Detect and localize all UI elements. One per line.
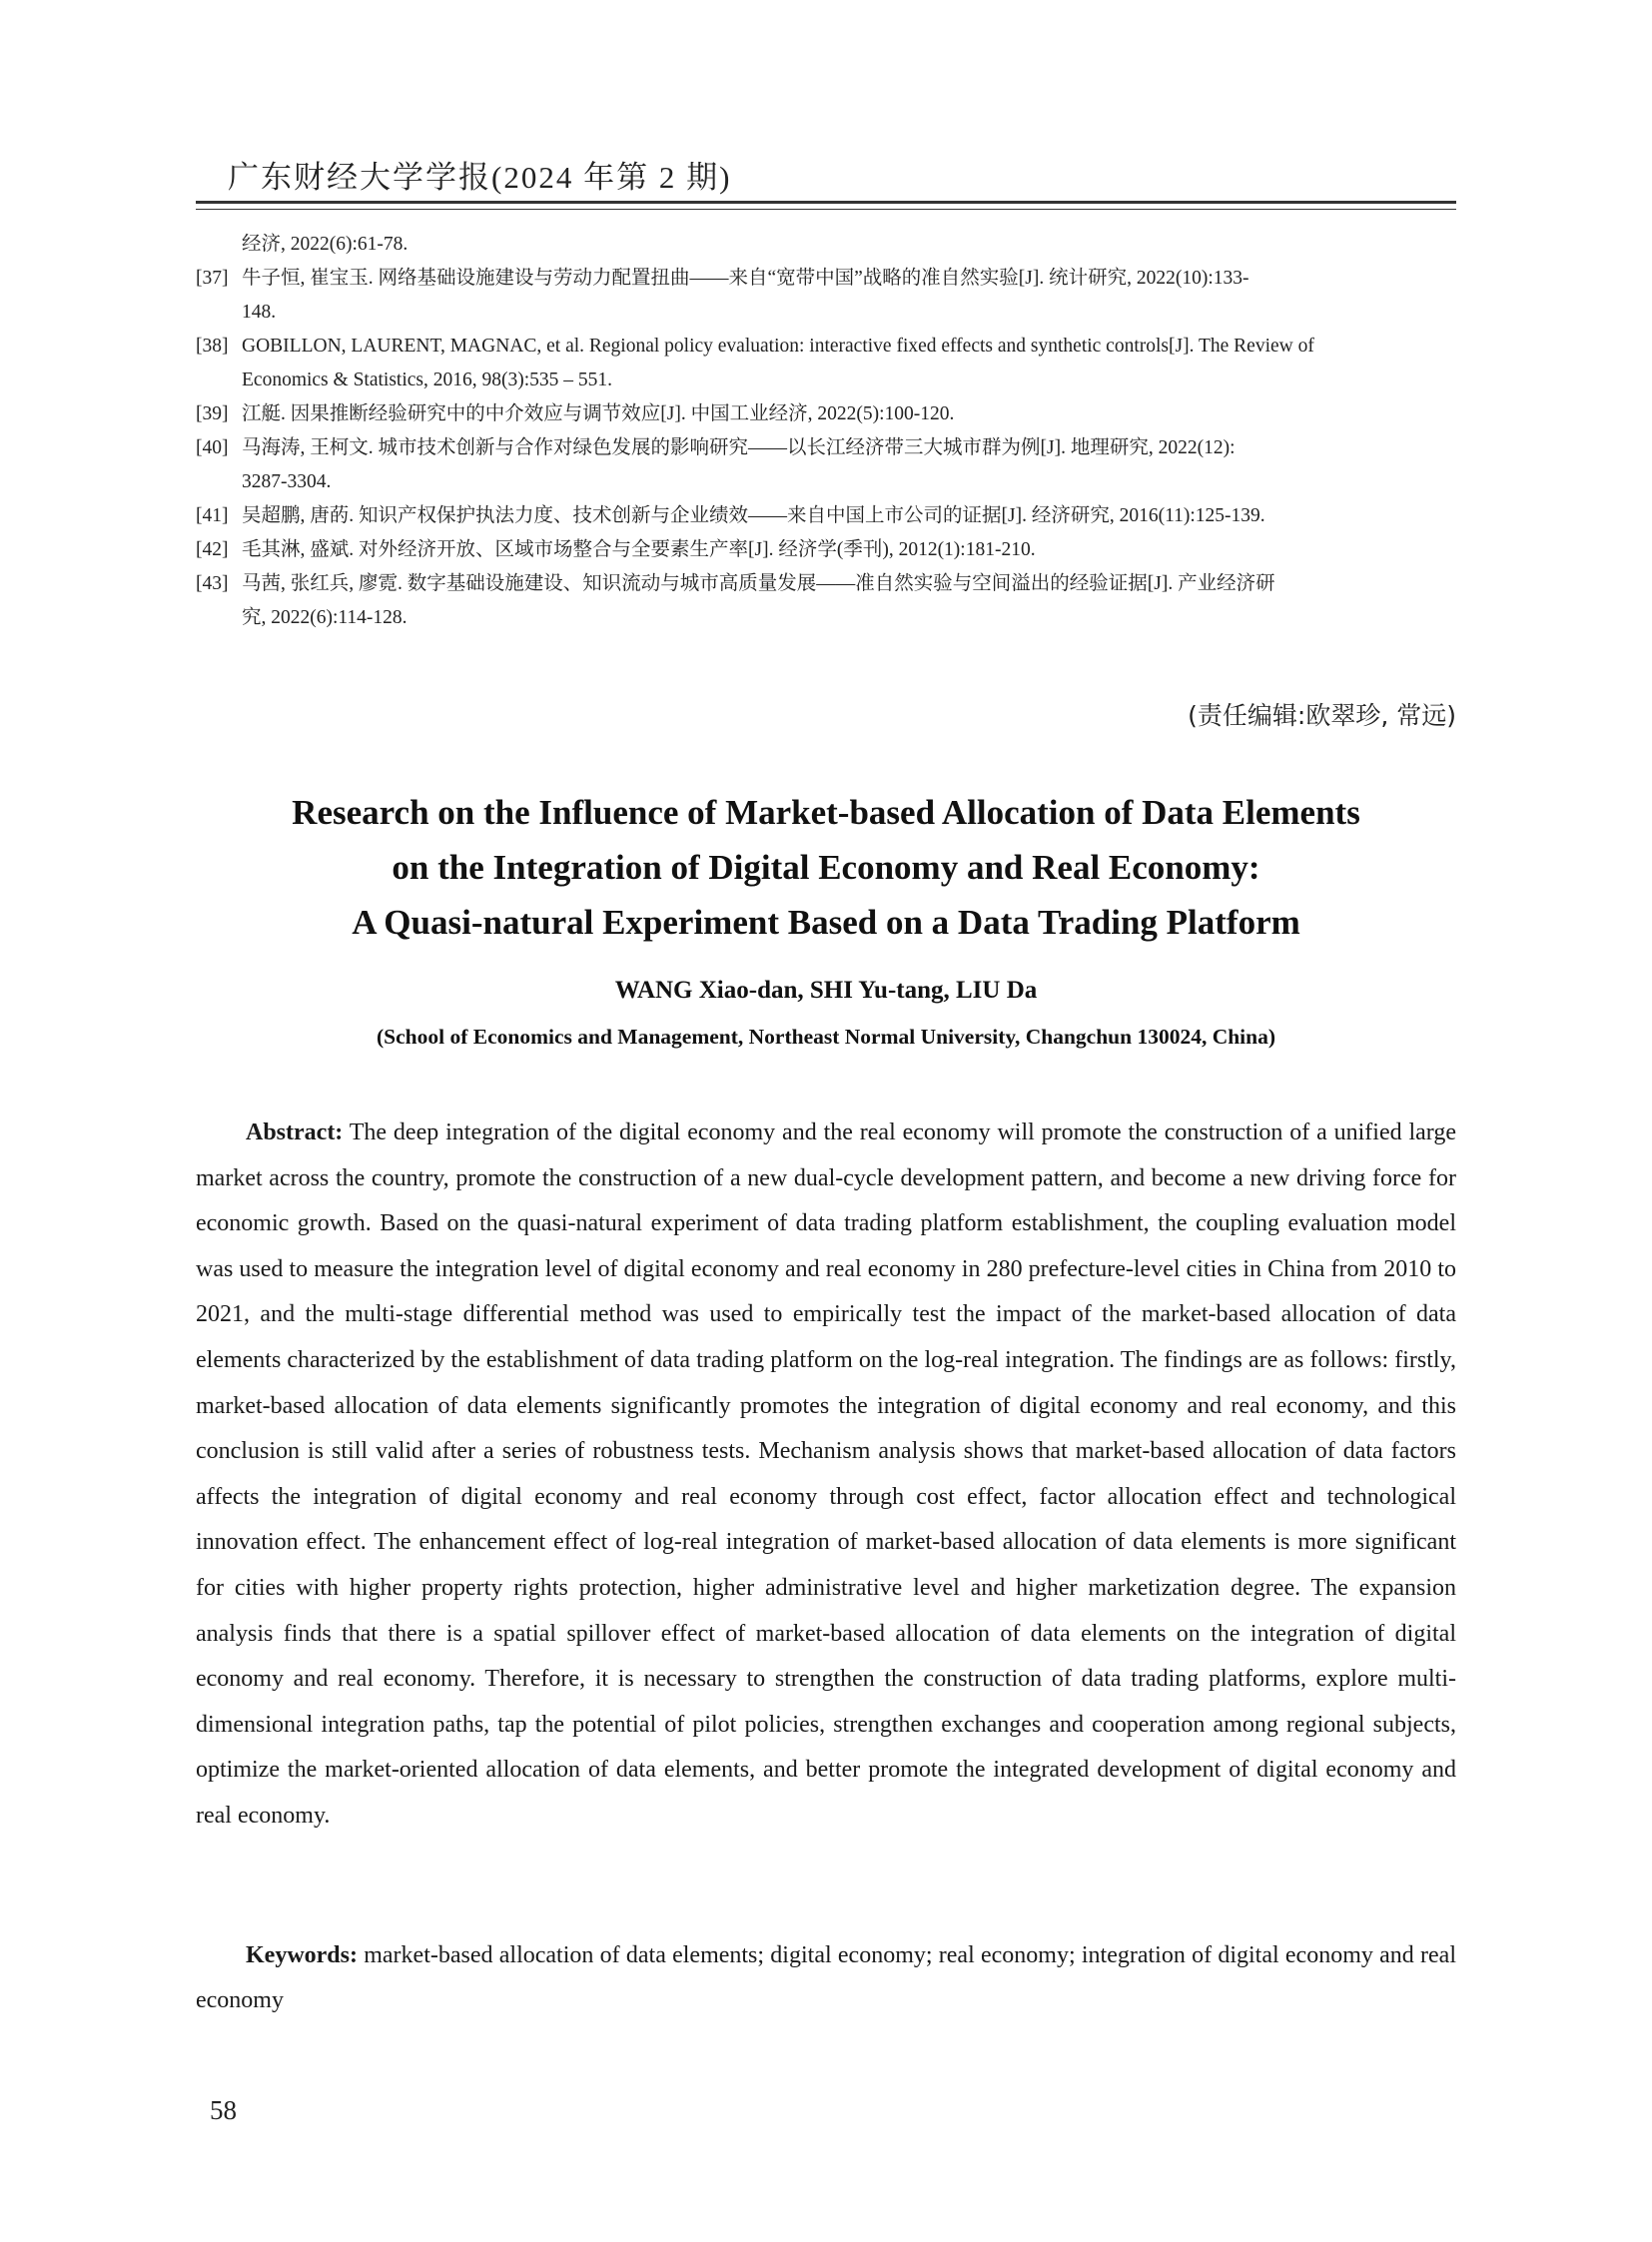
english-title <box>160 785 1492 950</box>
page-number: 58 <box>210 2095 237 2125</box>
reference-line <box>196 533 1456 567</box>
reference-number: [43] <box>196 573 229 594</box>
reference-entry <box>196 397 1456 431</box>
reference-entry <box>196 262 1456 330</box>
reference-number: [41] <box>196 505 229 526</box>
reference-text: 毛其淋, 盛斌. 对外经济开放、区域市场整合与全要素生产率[J]. 经济学(季刊), 2012(1):181-210. <box>242 539 1036 560</box>
reference-text: 吴超鹏, 唐菂. 知识产权保护执法力度、技术创新与企业绩效——来自中国上市公司的证据[J]. 经济研究, 2016(11):125-139. <box>242 505 1265 526</box>
reference-text: GOBILLON, LAURENT, MAGNAC, et al. Regional policy evaluation: interactive fixed effects and synthetic controls[J]. The Review of <box>242 336 1314 357</box>
affiliation: (School of Economics and Management, Northeast Normal University, Changchun 130024, China) <box>376 1025 1276 1049</box>
reference-entry <box>196 567 1456 635</box>
reference-line <box>196 364 1456 397</box>
reference-line <box>196 431 1456 465</box>
header-rule-thin <box>196 209 1456 210</box>
reference-number: [37] <box>196 268 229 289</box>
reference-entry <box>196 330 1456 397</box>
reference-line <box>196 228 1456 262</box>
reference-text: 江艇. 因果推断经验研究中的中介效应与调节效应[J]. 中国工业经济, 2022(5):100-120. <box>242 403 955 424</box>
reference-line <box>196 601 1456 635</box>
reference-line <box>196 262 1456 296</box>
reference-number: [38] <box>196 336 229 357</box>
title-line: on the Integration of Digital Economy and Real Economy: <box>392 848 1260 887</box>
reference-line <box>196 296 1456 330</box>
reference-text: Economics & Statistics, 2016, 98(3):535 – 551. <box>242 370 613 390</box>
reference-line <box>196 465 1456 499</box>
reference-line <box>196 567 1456 601</box>
reference-entry <box>196 431 1456 499</box>
title-line: Research on the Influence of Market-based Allocation of Data Elements <box>292 793 1360 832</box>
reference-entry <box>196 228 1456 262</box>
reference-text: 究, 2022(6):114-128. <box>242 607 408 628</box>
title-line: A Quasi-natural Experiment Based on a Data Trading Platform <box>352 903 1300 942</box>
abstract-label: Abstract: <box>246 1120 344 1145</box>
reference-text: 148. <box>242 302 277 323</box>
header-rule-thick <box>196 201 1456 204</box>
reference-text: 马海涛, 王柯文. 城市技术创新与合作对绿色发展的影响研究——以长江经济带三大城市群为例[J]. 地理研究, 2022(12): <box>242 437 1236 458</box>
abstract <box>196 1111 1456 1840</box>
reference-line <box>196 499 1456 533</box>
reference-text: 3287-3304. <box>242 471 332 492</box>
reference-entry <box>196 533 1456 567</box>
reference-list <box>196 228 1456 635</box>
reference-text: 经济, 2022(6):61-78. <box>242 234 409 255</box>
reference-entry <box>196 499 1456 533</box>
reference-text: 牛子恒, 崔宝玉. 网络基础设施建设与劳动力配置扭曲——来自“宽带中国”战略的准自然实验[J]. 统计研究, 2022(10):133- <box>242 268 1249 289</box>
responsible-editor-note: (责任编辑:欧翠珍, 常远) <box>1188 701 1456 730</box>
authors: WANG Xiao-dan, SHI Yu-tang, LIU Da <box>614 977 1038 1004</box>
running-header: 广东财经大学学报(2024 年第 2 期) <box>228 160 732 195</box>
reference-number: [42] <box>196 539 229 560</box>
abstract-text: The deep integration of the digital economy and the real economy will promote the construction of a unified large market across the country, promote the construction of a new dual-cycle development pattern, and become a new driving force for economic growth. Based on the quasi-natural experiment of data trading platform establishment, the coupling evaluation model was used to measure the integration level of digital economy and real economy in 280 prefecture-level cities in China from 2010 to 2021, and the multi-stage differential method was used to empirically test the impact of the market-based allocation of data elements characterized by the establishment of data trading platform on the log-real integration. The findings are as follows: firstly, market-based allocation of data elements significantly promotes the integration of digital economy and real economy, and this conclusion is still valid after a series of robustness tests. Mechanism analysis shows that market-based allocation of data factors affects the integration of digital economy and real economy through cost effect, factor allocation effect and technological innovation effect. The enhancement effect of log-real integration of market-based allocation of data elements is more significant for cities with higher property rights protection, higher administrative level and higher marketization degree. The expansion analysis finds that there is a spatial spillover effect of market-based allocation of data elements on the integration of digital economy and real economy. Therefore, it is necessary to strengthen the construction of data trading platforms, explore multi-dimensional integration paths, tap the potential of pilot policies, strengthen exchanges and cooperation among regional subjects, optimize the market-oriented allocation of data elements, and better promote the integrated development of digital economy and real economy. <box>196 1120 1456 1829</box>
reference-number: [40] <box>196 437 229 458</box>
reference-line <box>196 397 1456 431</box>
keywords <box>196 1933 1456 2023</box>
keywords-label: Keywords: <box>246 1942 358 1968</box>
reference-line <box>196 330 1456 364</box>
keywords-text: market-based allocation of data elements; digital economy; real economy; integration of digital economy and real economy <box>196 1942 1456 2013</box>
reference-text: 马茜, 张红兵, 廖霓. 数字基础设施建设、知识流动与城市高质量发展——准自然实验与空间溢出的经验证据[J]. 产业经济研 <box>242 573 1275 594</box>
reference-number: [39] <box>196 403 229 424</box>
